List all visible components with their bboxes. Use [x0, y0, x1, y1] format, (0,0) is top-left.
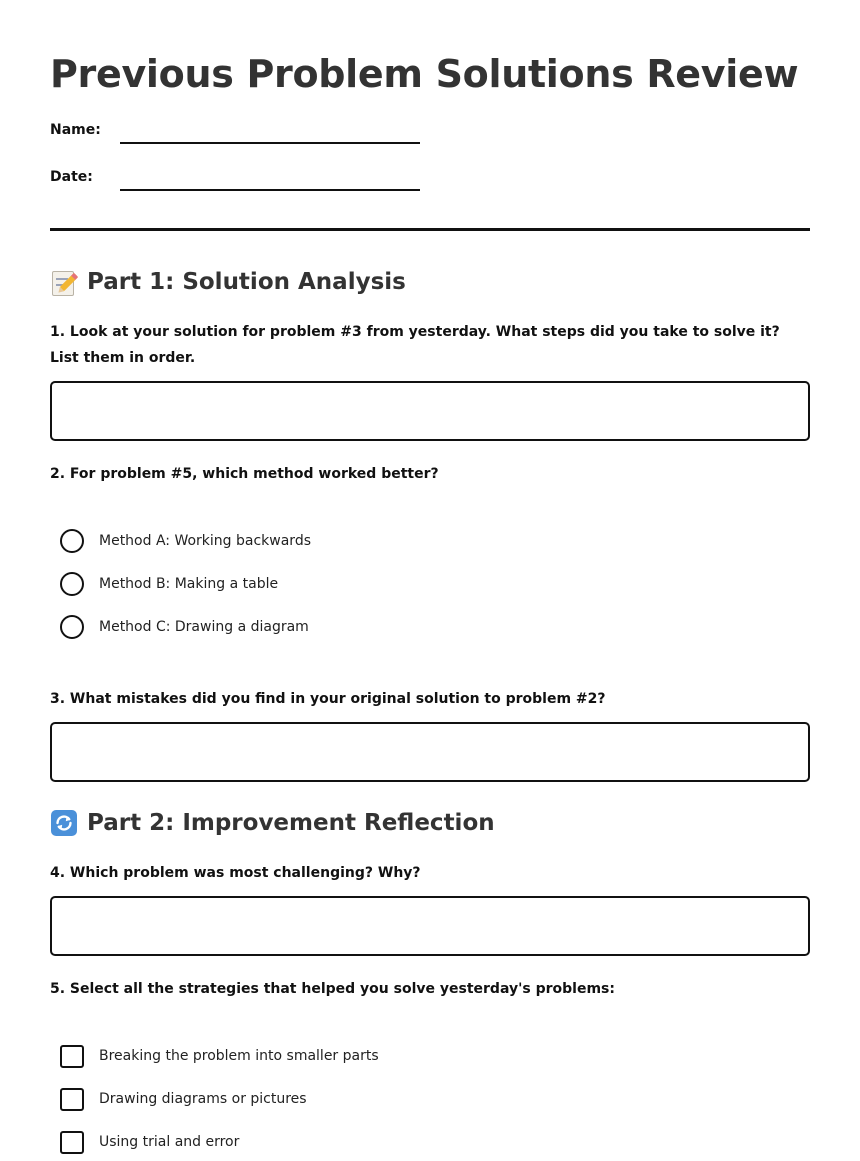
question-2: 2. For problem #5, which method worked better? — [50, 466, 439, 482]
strategy-trial-error-checkbox[interactable] — [60, 1131, 84, 1154]
date-input[interactable] — [120, 165, 420, 191]
method-c-option[interactable] — [60, 614, 309, 640]
strategy-smaller-parts-checkbox[interactable] — [60, 1045, 84, 1068]
question-3: 3. What mistakes did you find in your original solution to problem #2? — [50, 691, 606, 707]
header-divider — [50, 228, 810, 231]
part2-heading — [50, 808, 495, 838]
method-a-label: Method A: Working backwards — [99, 533, 311, 549]
method-c-radio[interactable] — [60, 615, 84, 639]
answer-4-input[interactable] — [50, 896, 810, 956]
method-b-radio[interactable] — [60, 572, 84, 596]
part1-heading — [50, 267, 406, 297]
refresh-icon — [50, 809, 78, 837]
answer-1-input[interactable] — [50, 381, 810, 441]
strategy-diagrams-label: Drawing diagrams or pictures — [99, 1091, 307, 1107]
date-label: Date: — [50, 169, 93, 185]
memo-icon — [50, 268, 78, 296]
question-4: 4. Which problem was most challenging? Why? — [50, 865, 421, 881]
strategy-trial-error-option[interactable] — [60, 1129, 239, 1155]
page-title: Previous Problem Solutions Review — [50, 52, 799, 96]
question-1: 1. Look at your solution for problem #3 from yesterday. What steps did you take to solve it? List them in order. — [50, 324, 780, 366]
strategy-trial-error-label: Using trial and error — [99, 1134, 240, 1150]
part1-title: Part 1: Solution Analysis — [87, 269, 406, 295]
name-field-row — [50, 118, 450, 148]
date-field-row — [50, 165, 450, 195]
method-a-option[interactable] — [60, 528, 311, 554]
strategy-diagrams-option[interactable] — [60, 1086, 307, 1112]
name-label: Name: — [50, 122, 101, 138]
method-a-radio[interactable] — [60, 529, 84, 553]
strategy-smaller-parts-option[interactable] — [60, 1043, 379, 1069]
question-5: 5. Select all the strategies that helped you solve yesterday's problems: — [50, 981, 615, 997]
part2-title: Part 2: Improvement Reflection — [87, 810, 495, 836]
method-c-label: Method C: Drawing a diagram — [99, 619, 309, 635]
method-b-option[interactable] — [60, 571, 278, 597]
answer-3-input[interactable] — [50, 722, 810, 782]
strategy-smaller-parts-label: Breaking the problem into smaller parts — [99, 1048, 379, 1064]
strategy-diagrams-checkbox[interactable] — [60, 1088, 84, 1111]
name-input[interactable] — [120, 118, 420, 144]
method-b-label: Method B: Making a table — [99, 576, 279, 592]
